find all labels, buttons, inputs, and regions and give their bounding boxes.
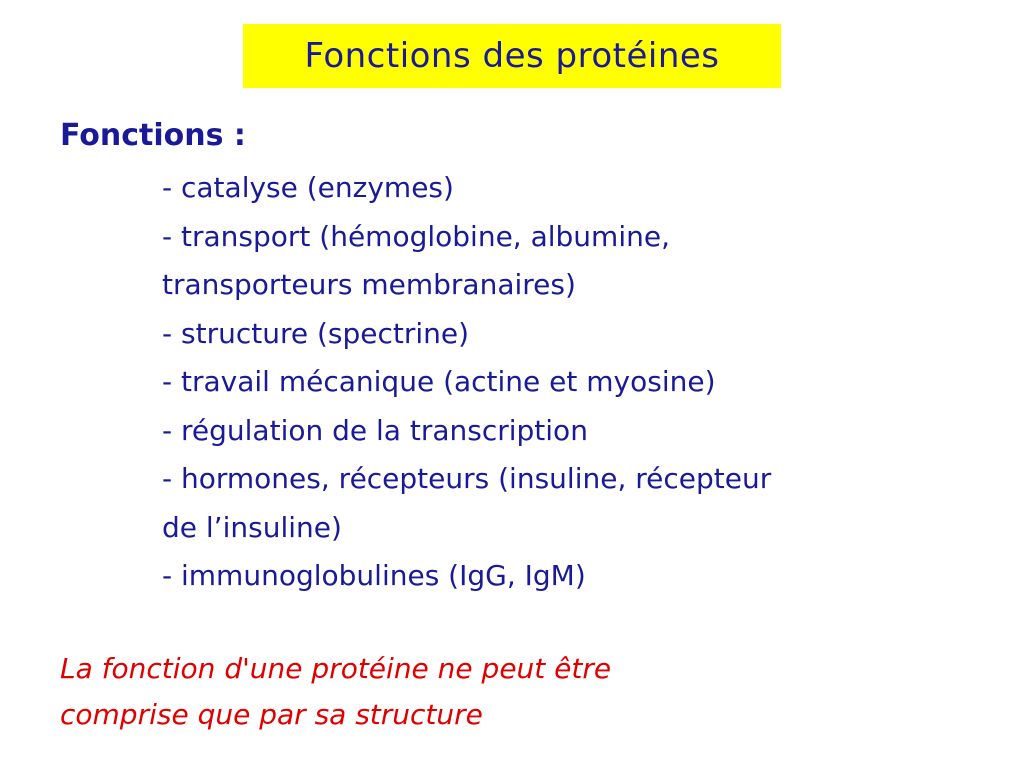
function-item-structure: - structure (spectrine) [162, 316, 470, 350]
function-item-hormones-continued: de l’insuline) [162, 510, 342, 544]
function-item-travail-mecanique: - travail mécanique (actine et myosine) [162, 365, 716, 398]
conclusion-note [60, 646, 960, 738]
function-item-immunoglobulines: - immunoglobulines (IgG, IgM) [162, 559, 586, 592]
function-item-transport: - transport (hémoglobine, albumine, [162, 219, 670, 253]
function-item-catalyse: - catalyse (enzymes) [162, 171, 454, 204]
function-item-transport-continued: transporteurs membranaires) [162, 268, 576, 301]
function-list [162, 164, 1002, 601]
function-item-hormones: - hormones, récepteurs (insuline, récepteur [162, 462, 772, 495]
conclusion-line-1: La fonction d'une protéine ne peut être [60, 652, 612, 685]
section-heading: Fonctions : [60, 118, 246, 153]
slide-title: Fonctions des protéines [304, 36, 720, 76]
title-banner [243, 24, 781, 88]
conclusion-line-2: comprise que par sa structure [60, 698, 483, 731]
function-item-regulation: - régulation de la transcription [162, 413, 588, 447]
